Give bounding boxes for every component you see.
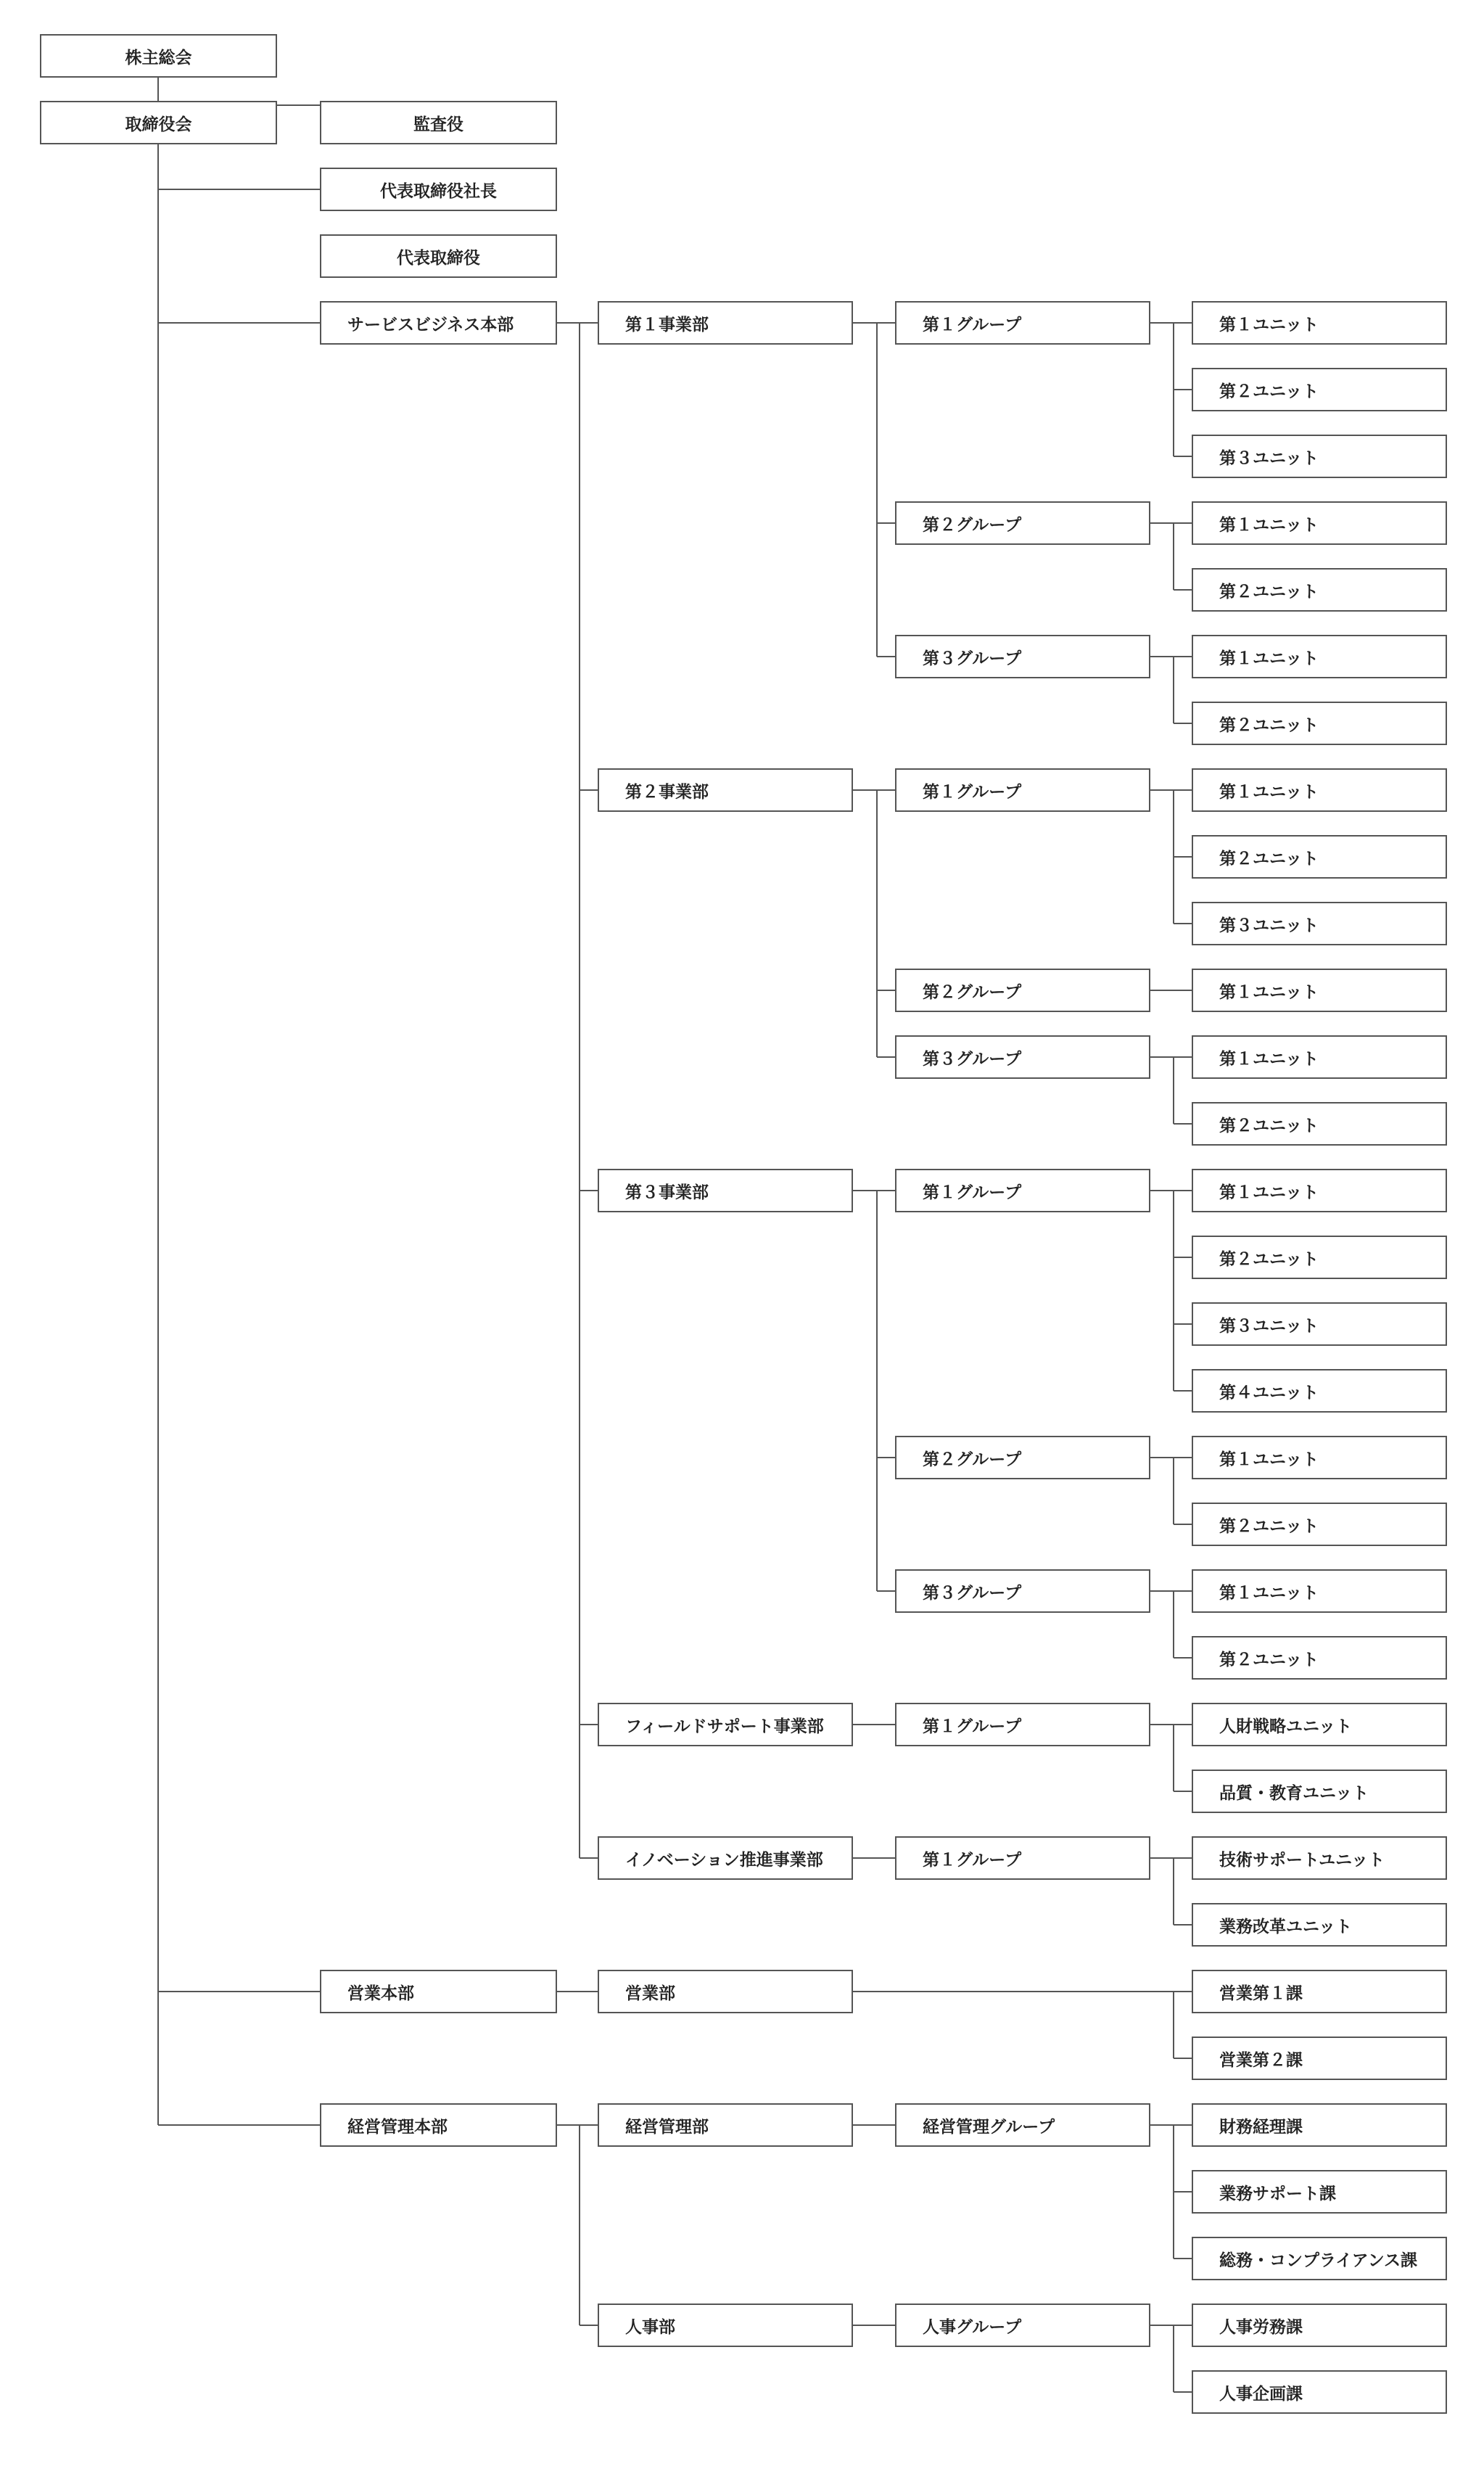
department-box: 第２事業部 [598,768,853,812]
unit-box: 人事企画課 [1192,2370,1447,2414]
unit-box: 第２ユニット [1192,1636,1447,1680]
department-box: イノベーション推進事業部 [598,1836,853,1880]
unit-box: 第３ユニット [1192,1302,1447,1346]
group-box: 第１グループ [895,768,1150,812]
department-box: 第３事業部 [598,1169,853,1212]
unit-box: 第１ユニット [1192,969,1447,1012]
department-box: 人事部 [598,2304,853,2347]
department-box: 経営管理部 [598,2103,853,2147]
department-box: 第１事業部 [598,301,853,345]
group-box: 第３グループ [895,1569,1150,1613]
unit-box: 人財戦略ユニット [1192,1703,1447,1746]
unit-box: 業務サポート課 [1192,2170,1447,2214]
node-auditor: 監査役 [320,101,557,144]
unit-box: 品質・教育ユニット [1192,1770,1447,1813]
unit-box: 第１ユニット [1192,1169,1447,1212]
unit-box: 第３ユニット [1192,902,1447,945]
group-box: 第１グループ [895,1169,1150,1212]
department-box: フィールドサポート事業部 [598,1703,853,1746]
unit-box: 第１ユニット [1192,1035,1447,1079]
unit-box: 営業第１課 [1192,1970,1447,2013]
group-box: 第２グループ [895,501,1150,545]
unit-box: 第２ユニット [1192,368,1447,411]
node-rep-director: 代表取締役 [320,234,557,278]
division-box: 営業本部 [320,1970,557,2013]
group-box: 第３グループ [895,1035,1150,1079]
group-box: 第２グループ [895,969,1150,1012]
unit-box: 営業第２課 [1192,2037,1447,2080]
unit-box: 財務経理課 [1192,2103,1447,2147]
unit-box: 第１ユニット [1192,301,1447,345]
unit-box: 第３ユニット [1192,435,1447,478]
group-box: 経営管理グループ [895,2103,1150,2147]
group-box: 人事グループ [895,2304,1150,2347]
group-box: 第１グループ [895,301,1150,345]
unit-box: 第２ユニット [1192,568,1447,612]
unit-box: 第４ユニット [1192,1369,1447,1413]
unit-box: 第１ユニット [1192,768,1447,812]
node-president: 代表取締役社長 [320,168,557,211]
unit-box: 第２ユニット [1192,702,1447,745]
unit-box: 総務・コンプライアンス課 [1192,2237,1447,2280]
node-shareholders: 株主総会 [40,34,277,78]
unit-box: 業務改革ユニット [1192,1903,1447,1947]
unit-box: 人事労務課 [1192,2304,1447,2347]
division-box: サービスビジネス本部 [320,301,557,345]
unit-box: 技術サポートユニット [1192,1836,1447,1880]
group-box: 第１グループ [895,1703,1150,1746]
group-box: 第３グループ [895,635,1150,678]
unit-box: 第２ユニット [1192,1236,1447,1279]
node-board: 取締役会 [40,101,277,144]
department-box: 営業部 [598,1970,853,2013]
unit-box: 第２ユニット [1192,835,1447,879]
group-box: 第２グループ [895,1436,1150,1479]
unit-box: 第２ユニット [1192,1503,1447,1546]
unit-box: 第１ユニット [1192,635,1447,678]
unit-box: 第１ユニット [1192,1569,1447,1613]
unit-box: 第１ユニット [1192,501,1447,545]
unit-box: 第１ユニット [1192,1436,1447,1479]
unit-box: 第２ユニット [1192,1102,1447,1146]
division-box: 経営管理本部 [320,2103,557,2147]
group-box: 第１グループ [895,1836,1150,1880]
